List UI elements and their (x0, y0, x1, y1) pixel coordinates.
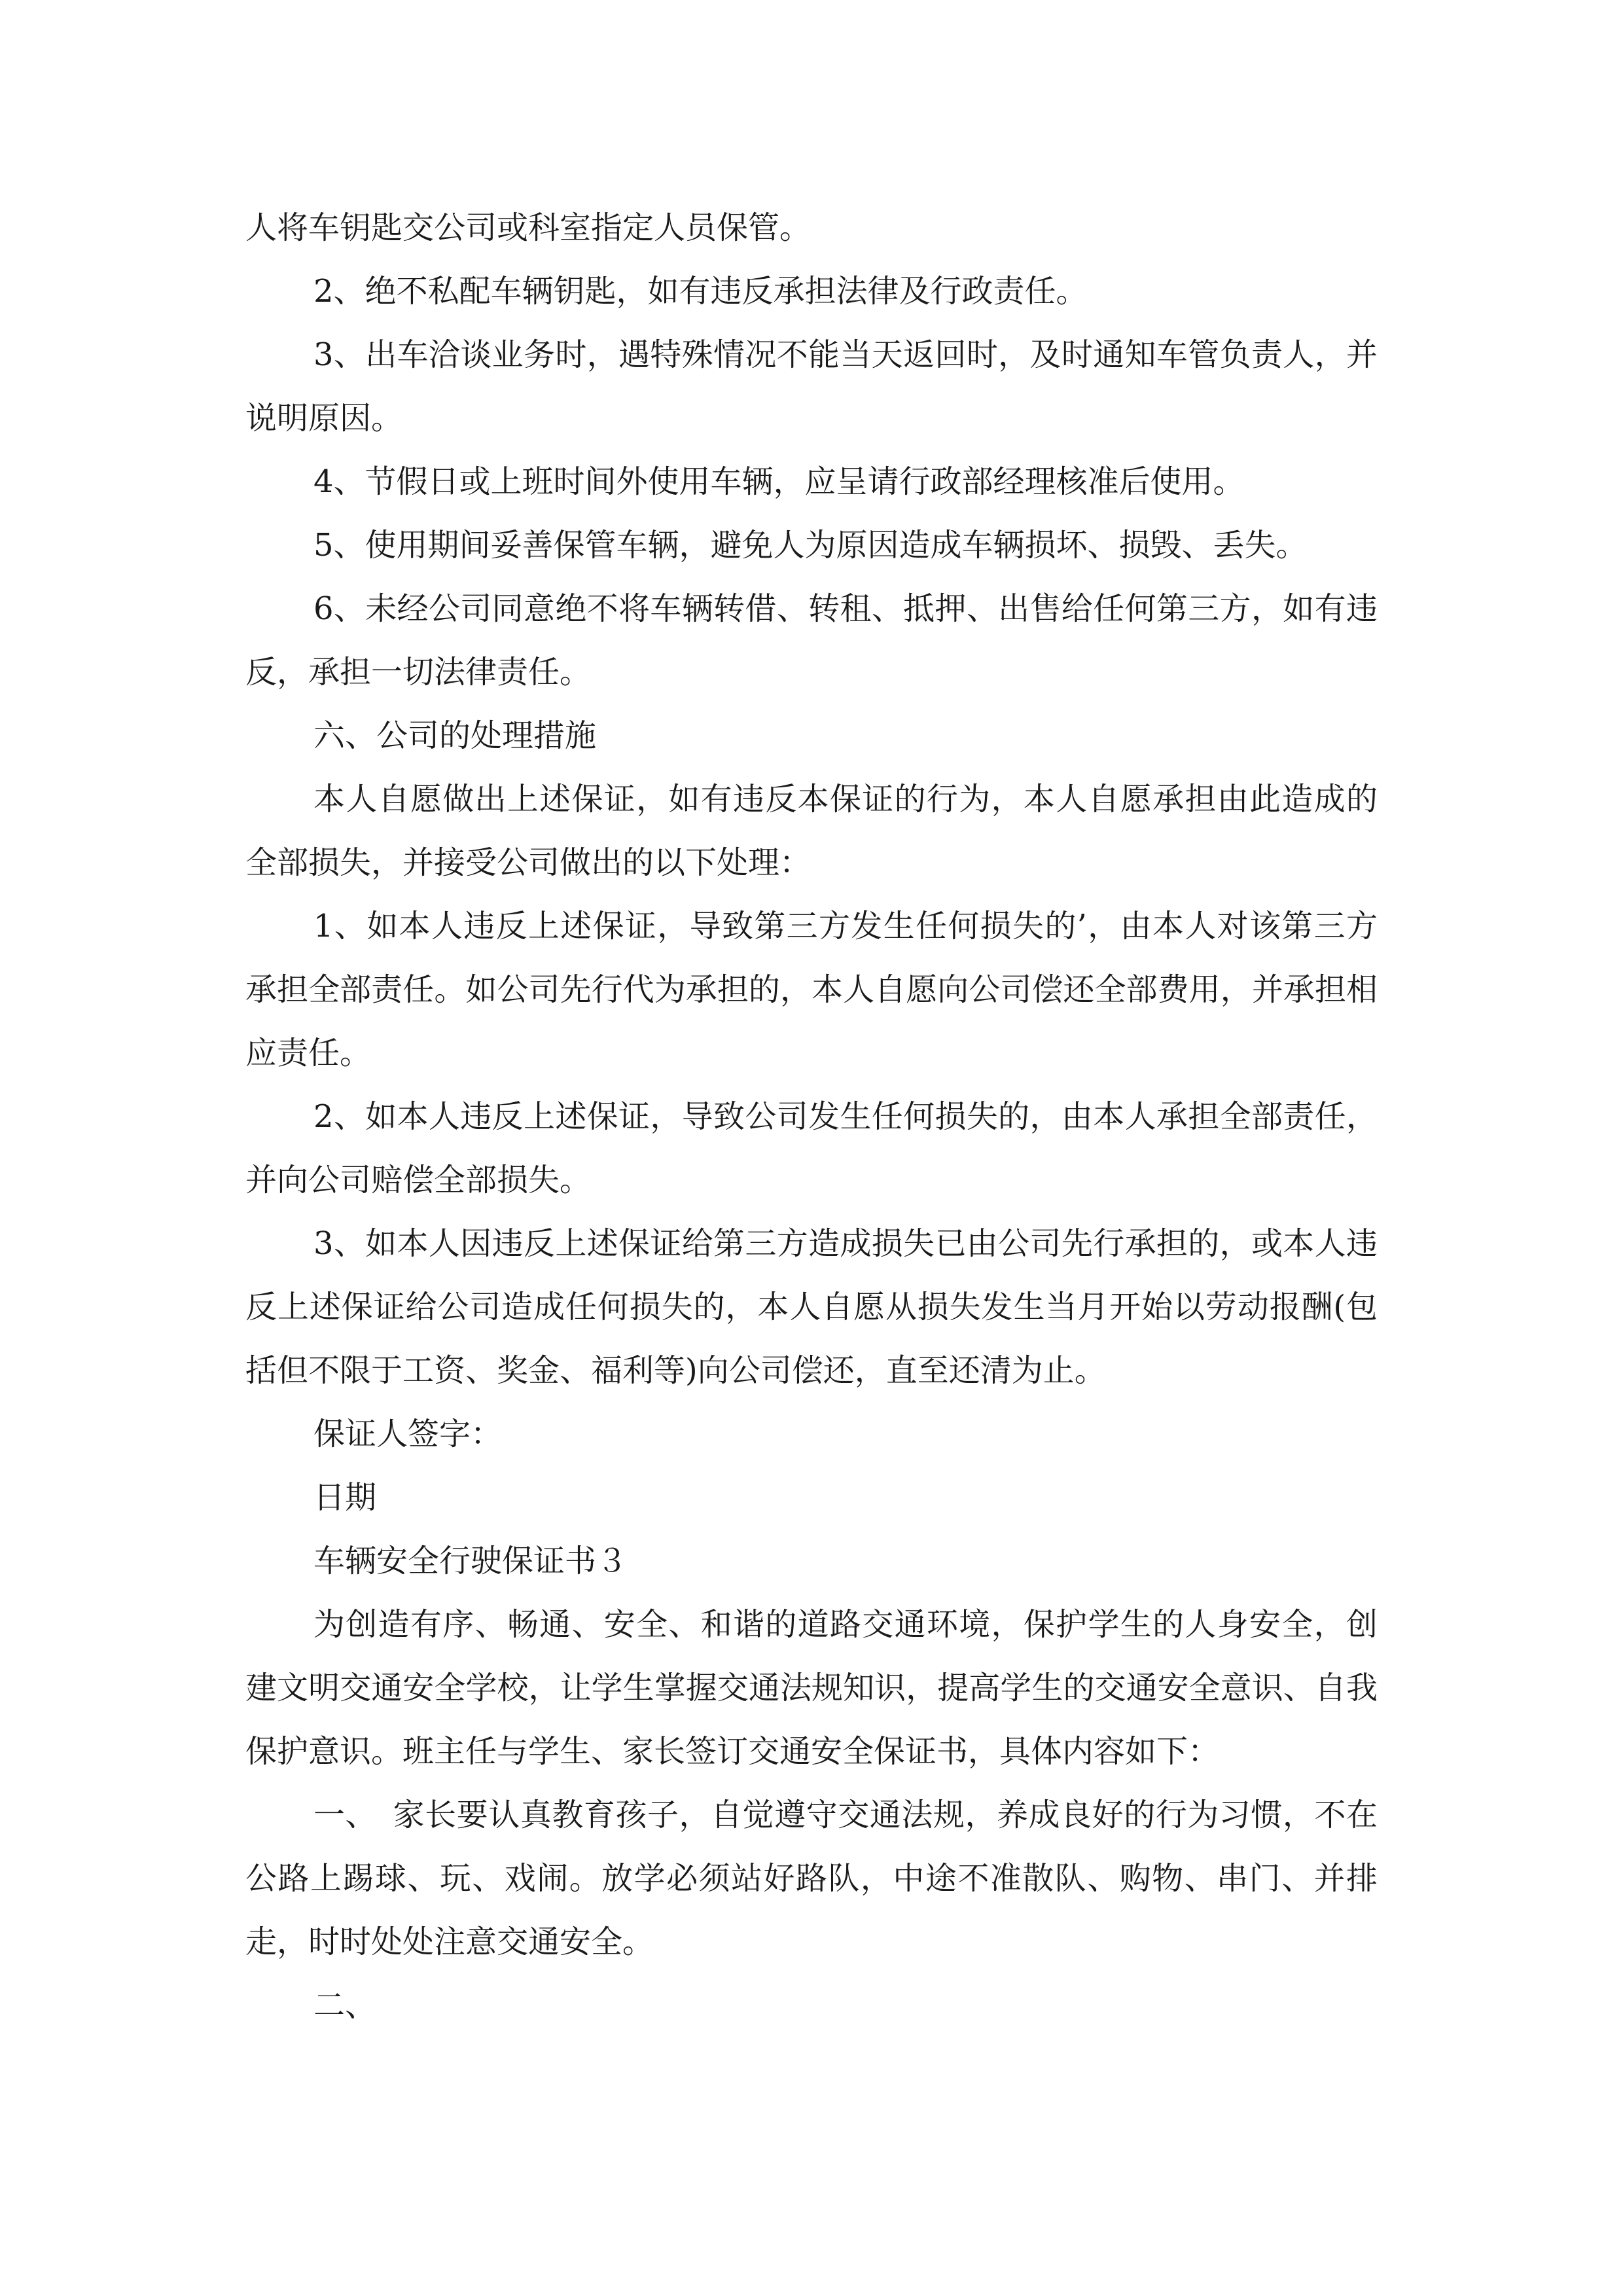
document-title-3: 车辆安全行驶保证书３ (313, 1543, 628, 1579)
paragraph-5: 5、使用期间妥善保管车辆，避免人为原因造成车辆损坏、损毁、丢失。 (313, 527, 1308, 564)
paragraph-15: 为创造有序、畅通、安全、和谐的道路交通环境，保护学生的人身安全，创建文明交通安全学校，让学生掌握交通法规知识，提高学生的交通安全意识、自我保护意识。班主任与学生、家长签订交通安全保证书，具体内容如下： (245, 1606, 1378, 1770)
section-heading-6: 六、公司的处理措施 (313, 717, 597, 754)
paragraph-4: 4、节假日或上班时间外使用车辆，应呈请行政部经理核准后使用。 (313, 463, 1245, 500)
paragraph-2: 2、绝不私配车辆钥匙，如有违反承担法律及行政责任。 (313, 273, 1088, 310)
document-page (245, 196, 1378, 2037)
date-label: 日期 (313, 1479, 377, 1516)
paragraph-10: 2、如本人违反上述保证，导致公司发生任何损失的，由本人承担全部责任，并向公司赔偿全部损失。 (245, 1098, 1378, 1198)
paragraph-3: 3、出车洽谈业务时，遇特殊情况不能当天返回时，及时通知车管负责人，并说明原因。 (245, 336, 1378, 437)
signature-label: 保证人签字： (313, 1416, 503, 1452)
paragraph-1: 人将车钥匙交公司或科室指定人员保管。 (245, 209, 812, 246)
paragraph-16: 一、 家长要认真教育孩子，自觉遵守交通法规，养成良好的行为习惯，不在公路上踢球、玩、戏闹。放学必须站好路队，中途不准散队、购物、串门、并排走，时时处处注意交通安全。 (245, 1797, 1378, 1960)
paragraph-11: 3、如本人因违反上述保证给第三方造成损失已由公司先行承担的，或本人违反上述保证给公司造成任何损失的，本人自愿从损失发生当月开始以劳动报酬(包括但不限于工资、奖金、福利等)向公司偿还，直至还清为止。 (245, 1225, 1378, 1389)
paragraph-6: 6、未经公司同意绝不将车辆转借、转租、抵押、出售给任何第三方，如有违反，承担一切法律责任。 (245, 590, 1378, 691)
paragraph-17: 二、 (313, 1987, 377, 2024)
paragraph-9: 1、如本人违反上述保证，导致第三方发生任何损失的’，由本人对该第三方承担全部责任。如公司先行代为承担的，本人自愿向公司偿还全部费用，并承担相应责任。 (245, 908, 1378, 1071)
paragraph-8: 本人自愿做出上述保证，如有违反本保证的行为，本人自愿承担由此造成的全部损失，并接受公司做出的以下处理： (245, 781, 1378, 881)
